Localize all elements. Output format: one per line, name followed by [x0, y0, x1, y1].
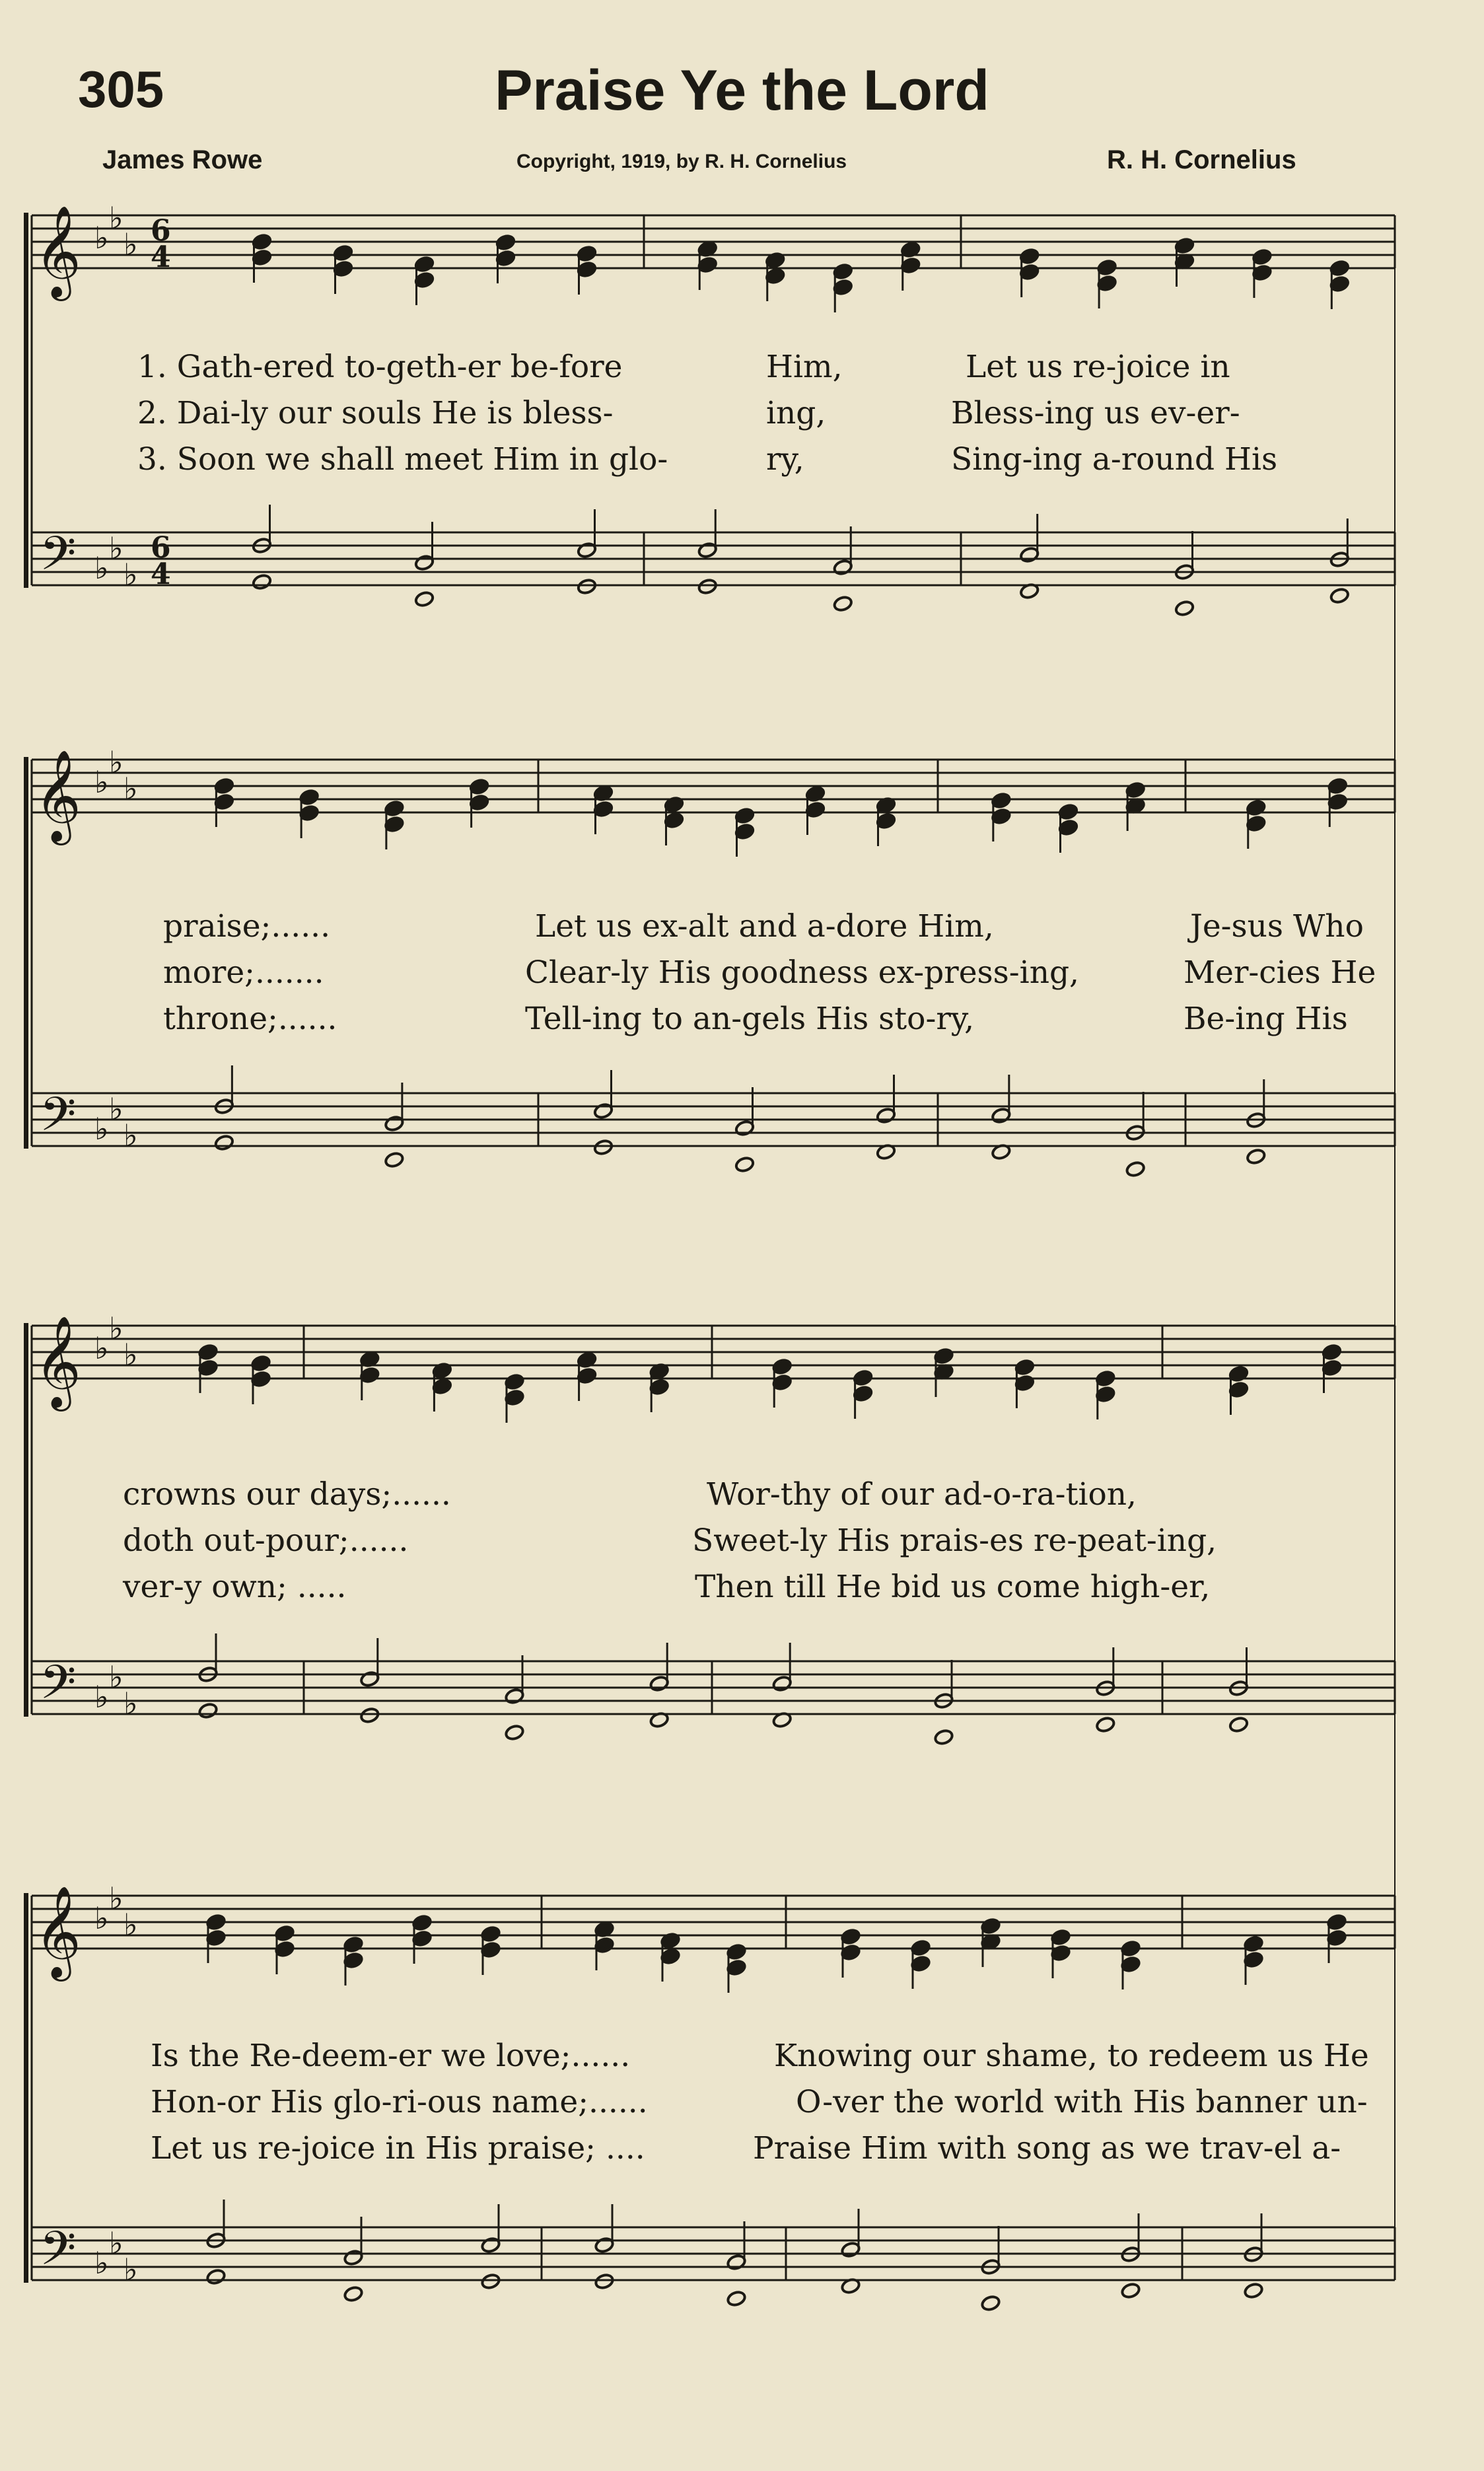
half-note — [1174, 600, 1195, 617]
flat-sign-icon: ♭ — [109, 744, 124, 780]
half-note — [981, 2295, 1001, 2312]
half-note — [1096, 1716, 1116, 1733]
lyric-s1-v2-b: ing, — [766, 395, 826, 431]
lyric-s2-v1-c: Je-sus Who — [1190, 908, 1364, 945]
half-note — [934, 1729, 954, 1746]
lyric-s4-v1-a: Is the Re-deem-er we love;...... — [151, 2038, 631, 2074]
flat-sign-icon: ♭ — [124, 2252, 138, 2287]
lyric-s1-v2-c: Bless-ing us ev-er- — [951, 395, 1240, 431]
flat-sign-icon: ♭ — [124, 1337, 138, 1373]
flat-sign-icon: ♭ — [124, 1686, 138, 1721]
lyric-s1-v2-a: 2. Dai-ly our souls He is bless- — [137, 395, 614, 431]
flat-sign-icon: ♭ — [109, 1091, 124, 1127]
music-by-credit: R. H. Cornelius — [1107, 145, 1296, 174]
half-note — [414, 591, 435, 608]
half-note — [1121, 2282, 1141, 2299]
lyric-s3-v3-b: Then till He bid us come high-er, — [695, 1569, 1211, 1605]
copyright-notice: Copyright, 1919, by R. H. Cornelius — [516, 151, 847, 172]
flat-sign-icon: ♭ — [124, 771, 138, 806]
time-signature-top: 6 — [151, 214, 171, 248]
half-note — [577, 578, 597, 595]
flat-sign-icon: ♭ — [94, 2245, 109, 2281]
half-note — [1228, 1716, 1249, 1733]
half-note — [726, 2290, 747, 2307]
half-note — [206, 2268, 227, 2285]
lyric-s1-v3-c: Sing-ing a-round His — [951, 441, 1278, 478]
half-note — [734, 1156, 755, 1173]
half-note — [360, 1707, 380, 1724]
lyric-s3-v3-a: ver-y own; ..... — [123, 1569, 347, 1605]
lyric-s1-v1-a: 1. Gath-ered to-geth-er be-fore — [137, 349, 623, 385]
half-note — [697, 578, 718, 595]
bass-clef-icon: 𝄢 — [40, 526, 77, 592]
words-by-credit: James Rowe — [102, 145, 263, 174]
lyric-s2-v2-a: more;....... — [163, 954, 324, 991]
lyric-s1-v3-a: 3. Soon we shall meet Him in glo- — [137, 441, 668, 478]
lyric-s2-v3-b: Tell-ing to an-gels His sto-ry, — [525, 1001, 975, 1037]
hymn-title: Praise Ye the Lord — [495, 59, 989, 122]
lyric-s2-v3-a: throne;...... — [163, 1001, 337, 1037]
time-signature-top: 6 — [151, 531, 171, 565]
treble-clef-icon: 𝄞 — [34, 1886, 81, 1978]
half-note — [1329, 587, 1350, 604]
half-note — [343, 2285, 364, 2303]
lyric-s4-v3-b: Praise Him with song as we trav-el a- — [753, 2130, 1341, 2167]
flat-sign-icon: ♭ — [124, 557, 138, 592]
half-note — [594, 2273, 615, 2290]
system-bracket — [24, 757, 28, 1149]
time-signature-bottom: 4 — [151, 240, 171, 274]
half-note — [252, 573, 272, 591]
flat-sign-icon: ♭ — [109, 1880, 124, 1916]
lyric-s4-v1-b: Knowing our shame, to redeem us He — [774, 2038, 1369, 2074]
flat-sign-icon: ♭ — [124, 227, 138, 262]
flat-sign-icon: ♭ — [94, 220, 109, 256]
system-bracket — [24, 1323, 28, 1717]
treble-clef-icon: 𝄞 — [34, 1316, 81, 1408]
lyric-s1-v3-b: ry, — [766, 441, 804, 478]
flat-sign-icon: ♭ — [109, 1659, 124, 1695]
half-note — [214, 1134, 234, 1151]
half-note — [1244, 2282, 1264, 2299]
treble-clef-icon: 𝄞 — [34, 750, 81, 842]
system-bracket — [24, 1893, 28, 2283]
lyric-s1-v1-b: Him, — [766, 349, 843, 385]
half-note — [198, 1702, 219, 1719]
lyric-s3-v1-a: crowns our days;...... — [123, 1476, 451, 1513]
lyric-s4-v3-a: Let us re-joice in His praise; .... — [151, 2130, 645, 2167]
flat-sign-icon: ♭ — [94, 1111, 109, 1147]
half-note — [481, 2273, 501, 2290]
half-note — [833, 595, 853, 612]
lyric-s4-v2-a: Hon-or His glo-ri-ous name;...... — [151, 2084, 648, 2120]
hymn-number: 305 — [78, 60, 164, 118]
flat-sign-icon: ♭ — [109, 200, 124, 236]
lyric-s2-v1-a: praise;...... — [163, 908, 331, 945]
system-bracket — [24, 213, 28, 588]
flat-sign-icon: ♭ — [109, 2225, 124, 2261]
bass-clef-icon: 𝄢 — [40, 2221, 77, 2287]
bass-clef-icon: 𝄢 — [40, 1655, 77, 1721]
half-note — [1125, 1161, 1146, 1178]
flat-sign-icon: ♭ — [94, 550, 109, 586]
flat-sign-icon: ♭ — [94, 764, 109, 800]
lyric-s4-v2-b: O-ver the world with His banner un- — [796, 2084, 1368, 2120]
flat-sign-icon: ♭ — [94, 1900, 109, 1936]
time-signature-bottom: 4 — [151, 557, 171, 591]
lyric-s2-v2-b: Clear-ly His goodness ex-press-ing, — [525, 954, 1080, 991]
bass-clef-icon: 𝄢 — [40, 1087, 77, 1153]
flat-sign-icon: ♭ — [124, 1118, 138, 1153]
flat-sign-icon: ♭ — [109, 530, 124, 566]
flat-sign-icon: ♭ — [109, 1310, 124, 1346]
lyric-s3-v1-b: Wor-thy of our ad-o-ra-tion, — [707, 1476, 1137, 1513]
half-note — [1246, 1148, 1266, 1165]
flat-sign-icon: ♭ — [94, 1330, 109, 1366]
half-note — [384, 1151, 405, 1168]
lyric-s2-v2-c: Mer-cies He — [1184, 954, 1376, 991]
treble-clef-icon: 𝄞 — [34, 205, 81, 297]
flat-sign-icon: ♭ — [94, 1679, 109, 1715]
lyric-s3-v2-b: Sweet-ly His prais-es re-peat-ing, — [692, 1522, 1217, 1559]
half-note — [593, 1139, 614, 1156]
lyric-s1-v1-c: Let us re-joice in — [966, 349, 1230, 385]
lyric-s2-v3-c: Be-ing His — [1184, 1001, 1348, 1037]
lyric-s3-v2-a: doth out-pour;...... — [123, 1522, 409, 1559]
flat-sign-icon: ♭ — [124, 1907, 138, 1943]
half-note — [505, 1724, 525, 1741]
lyric-s2-v1-b: Let us ex-alt and a-dore Him, — [535, 908, 994, 945]
